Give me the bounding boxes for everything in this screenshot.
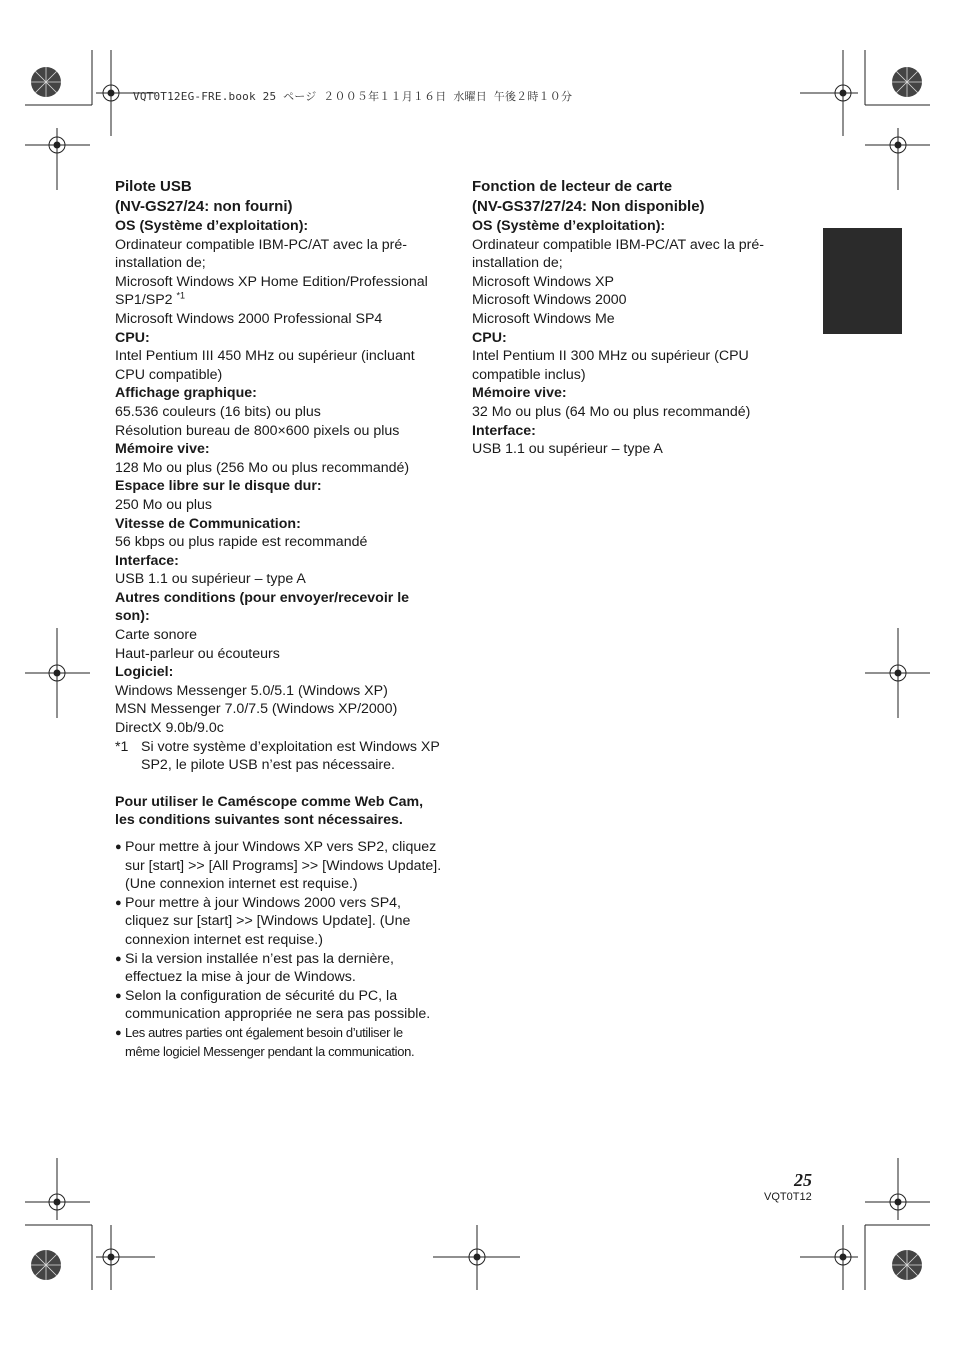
os-line: Microsoft Windows Me: [472, 310, 615, 327]
interface-value: USB 1.1 ou supérieur – type A: [472, 441, 663, 458]
webcam-heading-line: les conditions suivantes sont nécessaires.: [115, 812, 403, 829]
usb-driver-subtitle: (NV-GS27/24: non fourni): [115, 198, 293, 215]
list-item-line: sur [start] >> [All Programs] >> [Windows Update].: [125, 857, 442, 874]
card-reader-title: Fonction de lecteur de carte: [472, 178, 673, 195]
footnote: [115, 738, 460, 775]
ram-label: Mémoire vive:: [115, 441, 210, 458]
os-line: Microsoft Windows XP: [472, 273, 614, 290]
os-label: OS (Système d’exploitation):: [472, 218, 666, 234]
cpu-line: Intel Pentium II 300 MHz ou supérieur (CPU: [472, 348, 749, 365]
cpu-line: CPU compatible): [115, 366, 223, 383]
ram-value: 128 Mo ou plus (256 Mo ou plus recommandé): [115, 459, 410, 476]
list-item-line: Pour mettre à jour Windows 2000 vers SP4,: [125, 894, 401, 911]
display-line: 65.536 couleurs (16 bits) ou plus: [115, 403, 321, 420]
cpu-line: Intel Pentium III 450 MHz ou supérieur (incluant: [115, 348, 415, 365]
list-item-line: effectuez la mise à jour de Windows.: [125, 969, 356, 986]
os-line-sp: [115, 291, 460, 310]
other-conditions-label-cont: son):: [115, 608, 150, 625]
list-item: [115, 894, 460, 950]
list-item-line: connexion internet est requise.): [125, 931, 323, 948]
cpu-label: CPU:: [115, 329, 150, 346]
bullet-icon: ●: [115, 952, 122, 965]
footnote-line: SP2, le pilote USB n’est pas nécessaire.: [141, 757, 395, 774]
usb-driver-title: Pilote USB: [115, 178, 192, 195]
bullet-icon: ●: [115, 1026, 122, 1039]
list-item-line: Les autres parties ont également besoin d’utiliser le: [125, 1024, 403, 1040]
os-line: Microsoft Windows XP Home Edition/Professional: [115, 273, 428, 290]
other-line: Haut-parleur ou écouteurs: [115, 645, 280, 662]
other-line: Carte sonore: [115, 627, 198, 644]
list-item-line: Pour mettre à jour Windows XP vers SP2, cliquez: [125, 839, 437, 855]
os-label: OS (Système d’exploitation):: [115, 218, 309, 234]
os-line: Ordinateur compatible IBM-PC/AT avec la pré-: [115, 236, 408, 253]
ram-value: 32 Mo ou plus (64 Mo ou plus recommandé): [472, 403, 751, 420]
document-code: VQT0T12: [764, 1191, 812, 1203]
os-line: installation de;: [472, 255, 563, 272]
list-item: [115, 838, 460, 894]
list-item: [115, 950, 460, 987]
interface-value: USB 1.1 ou supérieur – type A: [115, 571, 306, 588]
section-tab-block: [823, 228, 902, 334]
software-label: Logiciel:: [115, 664, 174, 681]
card-reader-section: [472, 177, 792, 459]
list-item-line: Selon la configuration de sécurité du PC, la: [125, 987, 398, 1004]
cpu-line: compatible inclus): [472, 366, 586, 383]
os-line: Microsoft Windows 2000: [472, 292, 627, 309]
os-line: Ordinateur compatible IBM-PC/AT avec la pré-: [472, 236, 765, 253]
interface-label: Interface:: [472, 422, 536, 439]
footnote-line: Si votre système d’exploitation est Windows XP: [141, 738, 440, 755]
footnote-ref: *1: [176, 290, 186, 301]
footnote-mark: *1: [115, 738, 129, 755]
list-item-line: Si la version installée n’est pas la dernière,: [125, 950, 394, 967]
webcam-heading-line: Pour utiliser le Caméscope comme Web Cam,: [115, 793, 424, 810]
interface-label: Interface:: [115, 552, 179, 569]
webcam-conditions-list: [115, 838, 460, 1061]
speed-value: 56 kbps ou plus rapide est recommandé: [115, 534, 368, 551]
os-sp-text: SP1/SP2: [115, 292, 177, 309]
software-line: MSN Messenger 7.0/7.5 (Windows XP/2000): [115, 701, 398, 718]
list-item-line: même logiciel Messenger pendant la communication.: [125, 1043, 415, 1059]
list-item: [115, 987, 460, 1024]
software-line: DirectX 9.0b/9.0c: [115, 720, 224, 737]
bullet-icon: ●: [115, 896, 122, 909]
software-line: Windows Messenger 5.0/5.1 (Windows XP): [115, 682, 388, 699]
bullet-icon: ●: [115, 841, 122, 853]
display-label: Affichage graphique:: [115, 385, 257, 402]
disk-value: 250 Mo ou plus: [115, 496, 213, 513]
speed-label: Vitesse de Communication:: [115, 515, 301, 532]
os-line: installation de;: [115, 255, 206, 272]
print-header-line: VQT0T12EG-FRE.book 25 ページ ２００５年１１月１６日 水曜日 午後２時１０分: [133, 90, 573, 103]
ram-label: Mémoire vive:: [472, 385, 567, 402]
card-reader-subtitle: (NV-GS37/27/24: Non disponible): [472, 198, 705, 215]
webcam-heading: [115, 793, 460, 830]
cpu-label: CPU:: [472, 329, 507, 346]
os-line: Microsoft Windows 2000 Professional SP4: [115, 310, 383, 327]
list-item-line: communication appropriée ne sera pas possible.: [125, 1006, 431, 1023]
disk-label: Espace libre sur le disque dur:: [115, 478, 322, 495]
list-item-line: (Une connexion internet est requise.): [125, 876, 358, 893]
list-item-line: cliquez sur [start] >> [Windows Update]. (Une: [125, 913, 411, 930]
page-number: 25: [794, 1170, 812, 1190]
usb-driver-section: [115, 177, 460, 1061]
list-item: [115, 1024, 460, 1061]
bullet-icon: ●: [115, 989, 122, 1002]
display-line: Résolution bureau de 800×600 pixels ou plus: [115, 422, 400, 439]
other-conditions-label: Autres conditions (pour envoyer/recevoir le: [115, 589, 410, 606]
